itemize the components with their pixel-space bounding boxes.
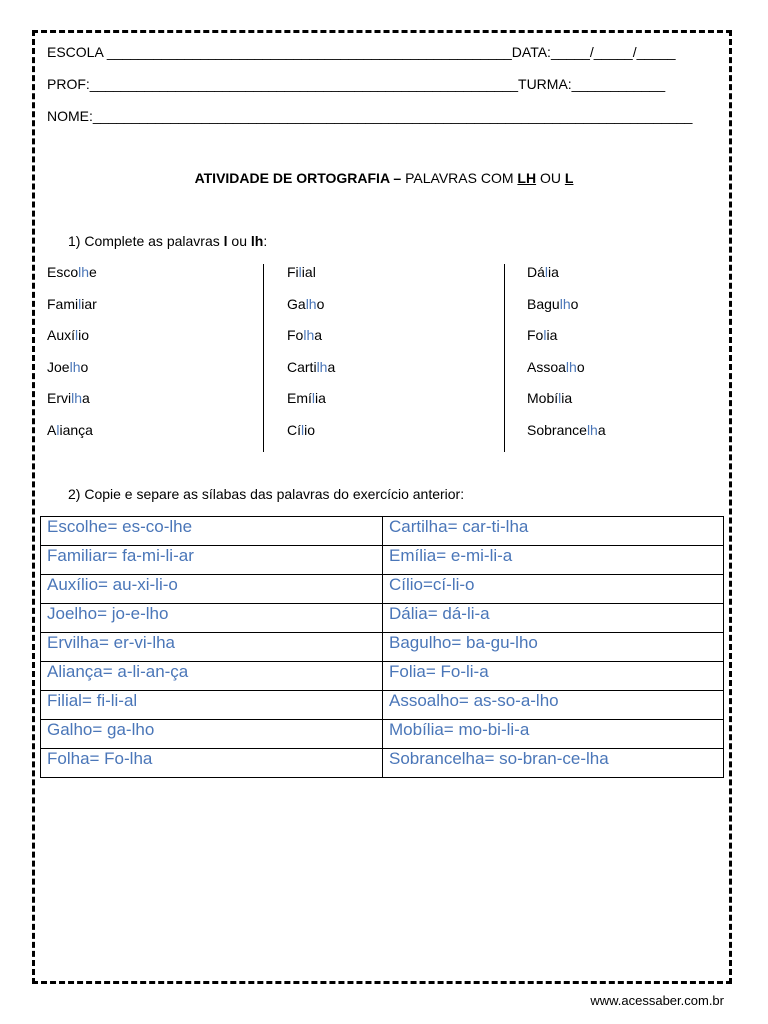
word-item: Auxílio <box>47 327 90 344</box>
word-item: Joelho <box>47 358 89 375</box>
name-line: NOME:_____________________________________________________________________________ <box>47 108 693 124</box>
table-cell: Cílio=cí-li-o <box>383 575 724 604</box>
table-cell: Mobília= mo-bi-li-a <box>383 720 724 749</box>
word-item: Galho <box>287 295 325 312</box>
column-divider <box>504 264 505 452</box>
table-cell: Folia= Fo-li-a <box>383 662 724 691</box>
word-item: Cílio <box>287 421 316 438</box>
word-item: Folha <box>287 327 323 344</box>
table-cell: Aliança= a-li-an-ça <box>41 662 383 691</box>
word-item: Cartilha <box>287 358 336 375</box>
table-cell: Dália= dá-li-a <box>383 604 724 633</box>
table-row <box>41 575 724 604</box>
exercise1-instruction: 1) Complete as palavras l ou lh: <box>68 233 268 249</box>
table-row <box>41 691 724 720</box>
table-row <box>41 546 724 575</box>
table-cell: Assoalho= as-so-a-lho <box>383 691 724 720</box>
syllable-table <box>40 516 724 778</box>
word-column-1 <box>47 263 97 453</box>
word-item: Emília <box>287 390 326 407</box>
word-column-3 <box>527 263 606 453</box>
table-row <box>41 633 724 662</box>
teacher-line: PROF:_______________________________________________________TURMA:____________ <box>47 76 666 92</box>
word-item: Ervilha <box>47 390 90 407</box>
table-row <box>41 517 724 546</box>
table-cell: Folha= Fo-lha <box>41 749 383 778</box>
table-cell: Ervilha= er-vi-lha <box>41 633 383 662</box>
word-item: Bagulho <box>527 295 579 312</box>
word-item: Sobrancelha <box>527 421 606 438</box>
school-line: ESCOLA ____________________________________________________DATA:_____/_____/_____ <box>47 44 676 60</box>
word-column-2 <box>287 263 335 453</box>
table-cell: Bagulho= ba-gu-lho <box>383 633 724 662</box>
table-cell: Auxílio= au-xi-li-o <box>41 575 383 604</box>
table-row <box>41 604 724 633</box>
word-item: Escolhe <box>47 264 97 280</box>
table-row <box>41 749 724 778</box>
table-cell: Emília= e-mi-li-a <box>383 546 724 575</box>
table-cell: Escolhe= es-co-lhe <box>41 517 383 546</box>
table-cell: Filial= fi-li-al <box>41 691 383 720</box>
table-cell: Cartilha= car-ti-lha <box>383 517 724 546</box>
word-item: Filial <box>287 264 316 280</box>
table-row <box>41 720 724 749</box>
exercise2-instruction: 2) Copie e separe as sílabas das palavras do exercício anterior: <box>68 486 465 502</box>
table-cell: Familiar= fa-mi-li-ar <box>41 546 383 575</box>
word-item: Familiar <box>47 295 97 312</box>
word-item: Aliança <box>47 421 93 438</box>
word-item: Dália <box>527 264 559 280</box>
table-cell: Sobrancelha= so-bran-ce-lha <box>383 749 724 778</box>
table-row <box>41 662 724 691</box>
column-divider <box>263 264 264 452</box>
word-item: Assoalho <box>527 358 585 375</box>
table-cell: Joelho= jo-e-lho <box>41 604 383 633</box>
table-cell: Galho= ga-lho <box>41 720 383 749</box>
word-item: Mobília <box>527 390 573 407</box>
footer-website[interactable]: www.acessaber.com.br <box>590 993 724 1008</box>
word-item: Folia <box>527 327 558 344</box>
activity-title: ATIVIDADE DE ORTOGRAFIA – PALAVRAS COM LH OU L <box>194 170 574 186</box>
